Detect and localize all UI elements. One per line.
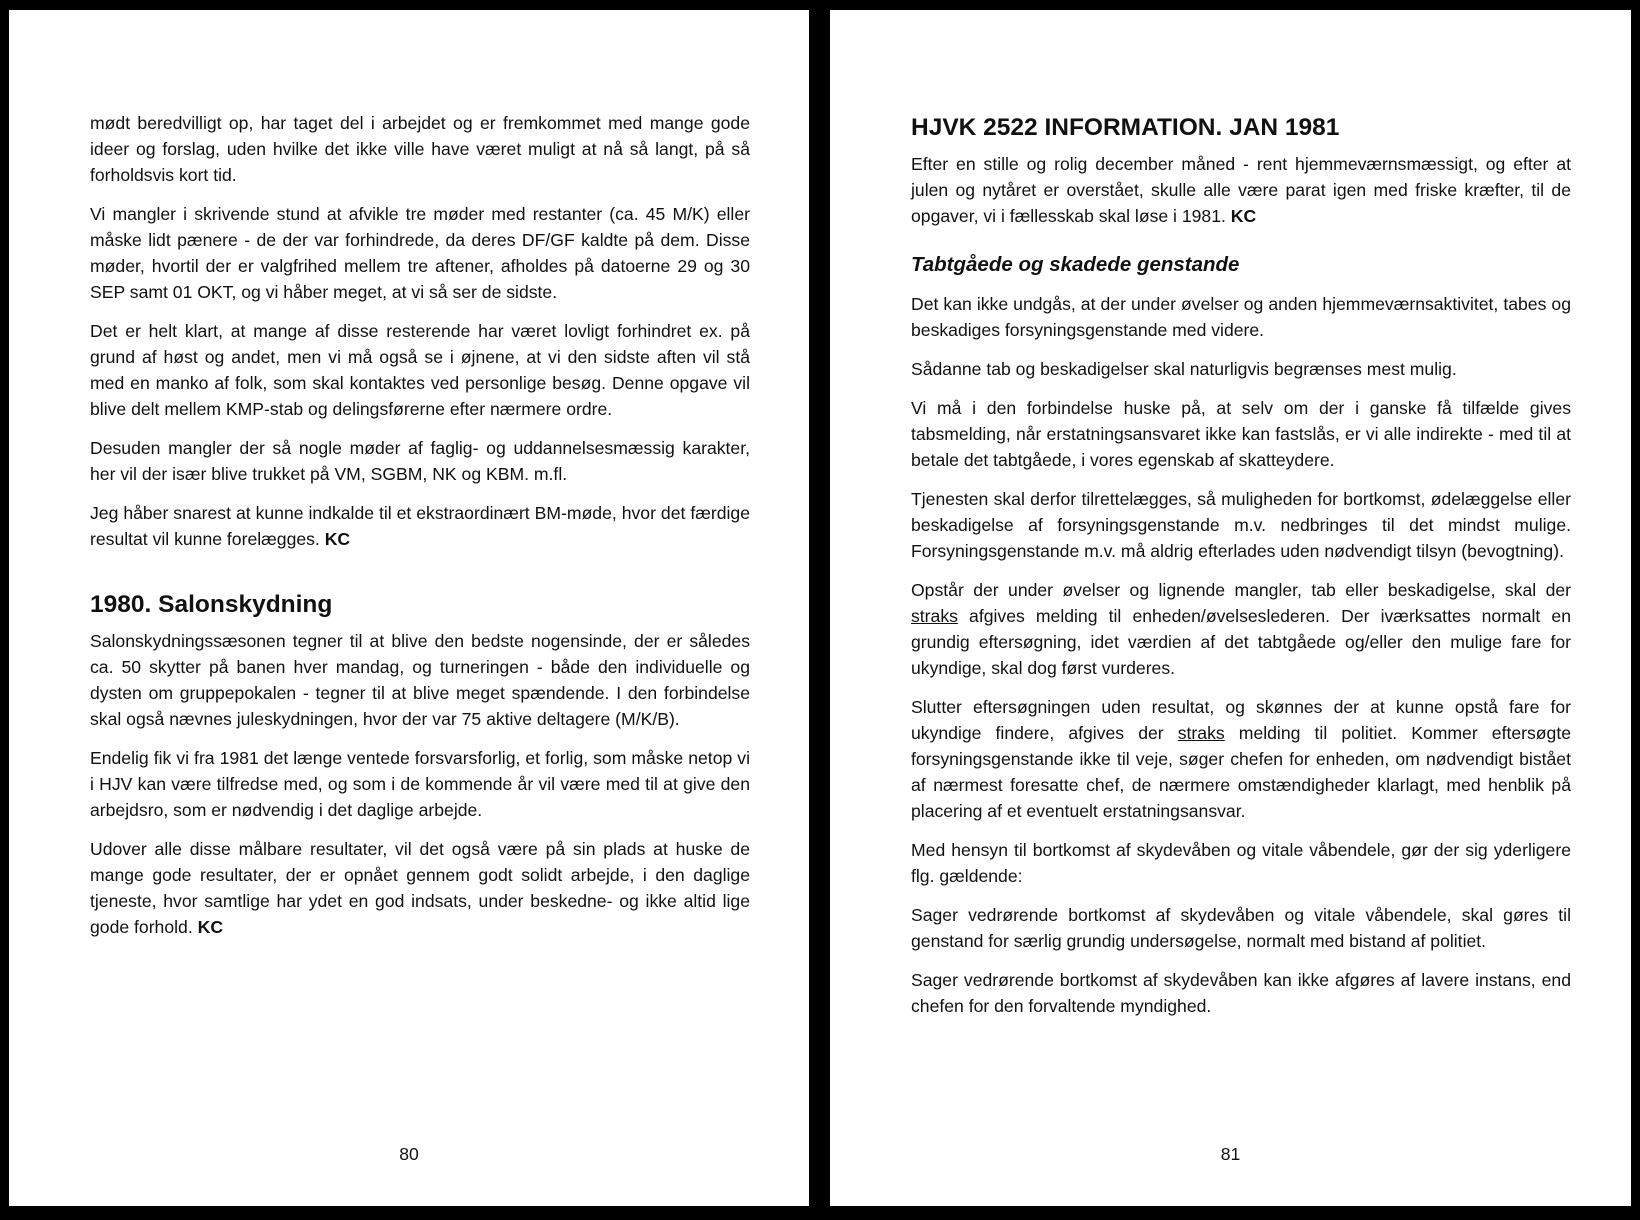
author-signature: KC bbox=[1230, 206, 1257, 226]
paragraph bbox=[90, 628, 750, 732]
underlined-emphasis: straks bbox=[911, 606, 958, 626]
page-left-content bbox=[90, 110, 750, 953]
paragraph-text: Det kan ikke undgås, at der under øvelser og anden hjemmeværnsaktivitet, tabes og beskadiges forsyningsgenstande med videre. bbox=[911, 294, 1571, 340]
underlined-emphasis: straks bbox=[1177, 723, 1225, 743]
paragraph-text: Desuden mangler der så nogle møder af faglig- og uddannelsesmæssig karakter, her vil der især blive trukket på VM, SGBM, NK og KBM. m.fl. bbox=[90, 438, 750, 484]
paragraph-text: Tjenesten skal derfor tilrettelægges, så muligheden for bortkomst, ødelæggelse eller beskadigelse af forsyningsgenstande m.v. nedbringes til det mindst mulige. Forsyningsgenstande m.v. må aldrig efterlades uden nødvendigt tilsyn (bevogtning). bbox=[911, 489, 1571, 561]
paragraph-text: Sådanne tab og beskadigelser skal naturligvis begrænses mest mulig. bbox=[911, 359, 1457, 379]
paragraph-text: Jeg håber snarest at kunne indkalde til et ekstraordinært BM-møde, hvor det færdige resultat vil kunne forelægges. bbox=[90, 503, 750, 549]
paragraph bbox=[90, 745, 750, 823]
paragraph bbox=[90, 201, 750, 305]
author-signature: KC bbox=[324, 529, 351, 549]
subsection-heading: Tabtgåede og skadede genstande bbox=[911, 253, 1240, 276]
author-signature: KC bbox=[197, 917, 224, 937]
paragraph-text: Opstår der under øvelser og lignende mangler, tab eller beskadigelse, skal der bbox=[911, 580, 1571, 600]
paragraph-text: Sager vedrørende bortkomst af skydevåben og vitale våbendele, skal gøres til genstand for særlig grundig undersøgelse, normalt med bistand af politiet. bbox=[911, 905, 1571, 951]
paragraph bbox=[911, 577, 1571, 681]
page-left bbox=[9, 10, 809, 1206]
paragraph-text: Sager vedrørende bortkomst af skydevåben kan ikke afgøres af lavere instans, end chefen for den forvaltende myndighed. bbox=[911, 970, 1571, 1016]
paragraph bbox=[90, 435, 750, 487]
paragraph bbox=[911, 837, 1571, 889]
paragraph bbox=[911, 151, 1571, 229]
paragraph-text: afgives melding til enheden/øvelseslederen. Der iværksattes normalt en grundig eftersøgning, idet værdien af det tabtgåede og/eller den mulige fare for ukyndige, skal dog først vurderes. bbox=[911, 606, 1571, 678]
paragraph-text: mødt beredvilligt op, har taget del i arbejdet og er fremkommet med mange gode ideer og forslag, uden hvilke det ikke ville have været muligt at nå så langt, på så forholdsvis kort tid. bbox=[90, 113, 750, 185]
page-right-content bbox=[911, 113, 1571, 1032]
paragraph-text: Det er helt klart, at mange af disse resterende har været lovligt forhindret ex. på grund af høst og andet, men vi må også se i øjnene, at vi den sidste aften vil stå med en manko af folk, som skal kontaktes ved personlige besøg. Denne opgave vil blive delt mellem KMP-stab og delingsførerne efter nærmere ordre. bbox=[90, 321, 750, 419]
paragraph bbox=[90, 110, 750, 188]
paragraph-text: Slutter eftersøgningen uden resultat, og skønnes der at kunne opstå fare for ukyndige findere, afgives der bbox=[911, 697, 1571, 743]
paragraph bbox=[911, 967, 1571, 1019]
paragraph bbox=[911, 694, 1571, 824]
paragraph-text: Med hensyn til bortkomst af skydevåben og vitale våbendele, gør der sig yderligere flg. gældende: bbox=[911, 840, 1571, 886]
paragraph-text: Endelig fik vi fra 1981 det længe ventede forsvarsforlig, et forlig, som måske netop vi i HJV kan være tilfredse med, og som i de kommende år vil være med til at give den arbejdsro, som er nødvendig i det daglige arbejde. bbox=[90, 748, 750, 820]
paragraph bbox=[911, 902, 1571, 954]
paragraph bbox=[90, 318, 750, 422]
page-number: 80 bbox=[399, 1144, 419, 1164]
paragraph-text: Salonskydningssæsonen tegner til at blive den bedste nogensinde, der er således ca. 50 skytter på banen hver mandag, og turneringen - både den individuelle og dysten om gruppepokalen - tegner til at blive meget spændende. I den forbindelse skal også nævnes juleskydningen, hvor der var 75 aktive deltagere (M/K/B). bbox=[90, 631, 750, 729]
page-number: 81 bbox=[1220, 1144, 1241, 1164]
page-right bbox=[830, 10, 1631, 1206]
paragraph bbox=[911, 486, 1571, 564]
paragraph bbox=[911, 395, 1571, 473]
paragraph-text: Vi må i den forbindelse huske på, at selv om der i ganske få tilfælde gives tabsmelding, når erstatningsansvaret ikke kan fastslås, er vi alle indirekte - med til at betale det tabtgåede, i vores egenskab af skatteydere. bbox=[911, 398, 1571, 470]
paragraph bbox=[911, 291, 1571, 343]
paragraph bbox=[90, 836, 750, 940]
paragraph-text: Udover alle disse målbare resultater, vil det også være på sin plads at huske de mange gode resultater, der er opnået gennem godt solidt arbejde, i den daglige tjeneste, hvor samtlige har ydet en god indsats, under beskedne- og ikke altid lige gode forhold. bbox=[90, 839, 750, 937]
paragraph-text: Vi mangler i skrivende stund at afvikle tre møder med restanter (ca. 45 M/K) eller måske lidt pænere - de der var forhindrede, da deres DF/GF kaldte på dem. Disse møder, hvortil der er valgfrihed mellem tre aftener, afholdes på datoerne 29 og 30 SEP samt 01 OKT, og vi håber meget, at vi så ser de sidste. bbox=[90, 204, 750, 302]
paragraph bbox=[911, 356, 1571, 382]
paragraph-text: melding til politiet. Kommer eftersøgte forsyningsgenstande ikke til veje, søger chefen for enheden, om nødvendigt bistået af nærmest foresatte chef, de nærmere omstændigheder klarlagt, med henblik på placering af et eventuelt erstatningsansvar. bbox=[911, 723, 1572, 821]
paragraph-text: Efter en stille og rolig december måned - rent hjemmeværnsmæssigt, og efter at julen og nytåret er overstået, skulle alle være parat igen med friske kræfter, til de opgaver, vi i fællesskab skal løse i 1981. bbox=[911, 154, 1571, 226]
section-heading: HJVK 2522 INFORMATION. JAN 1981 bbox=[911, 114, 1340, 141]
paragraph bbox=[90, 500, 750, 552]
section-heading: 1980. Salonskydning bbox=[90, 591, 333, 618]
